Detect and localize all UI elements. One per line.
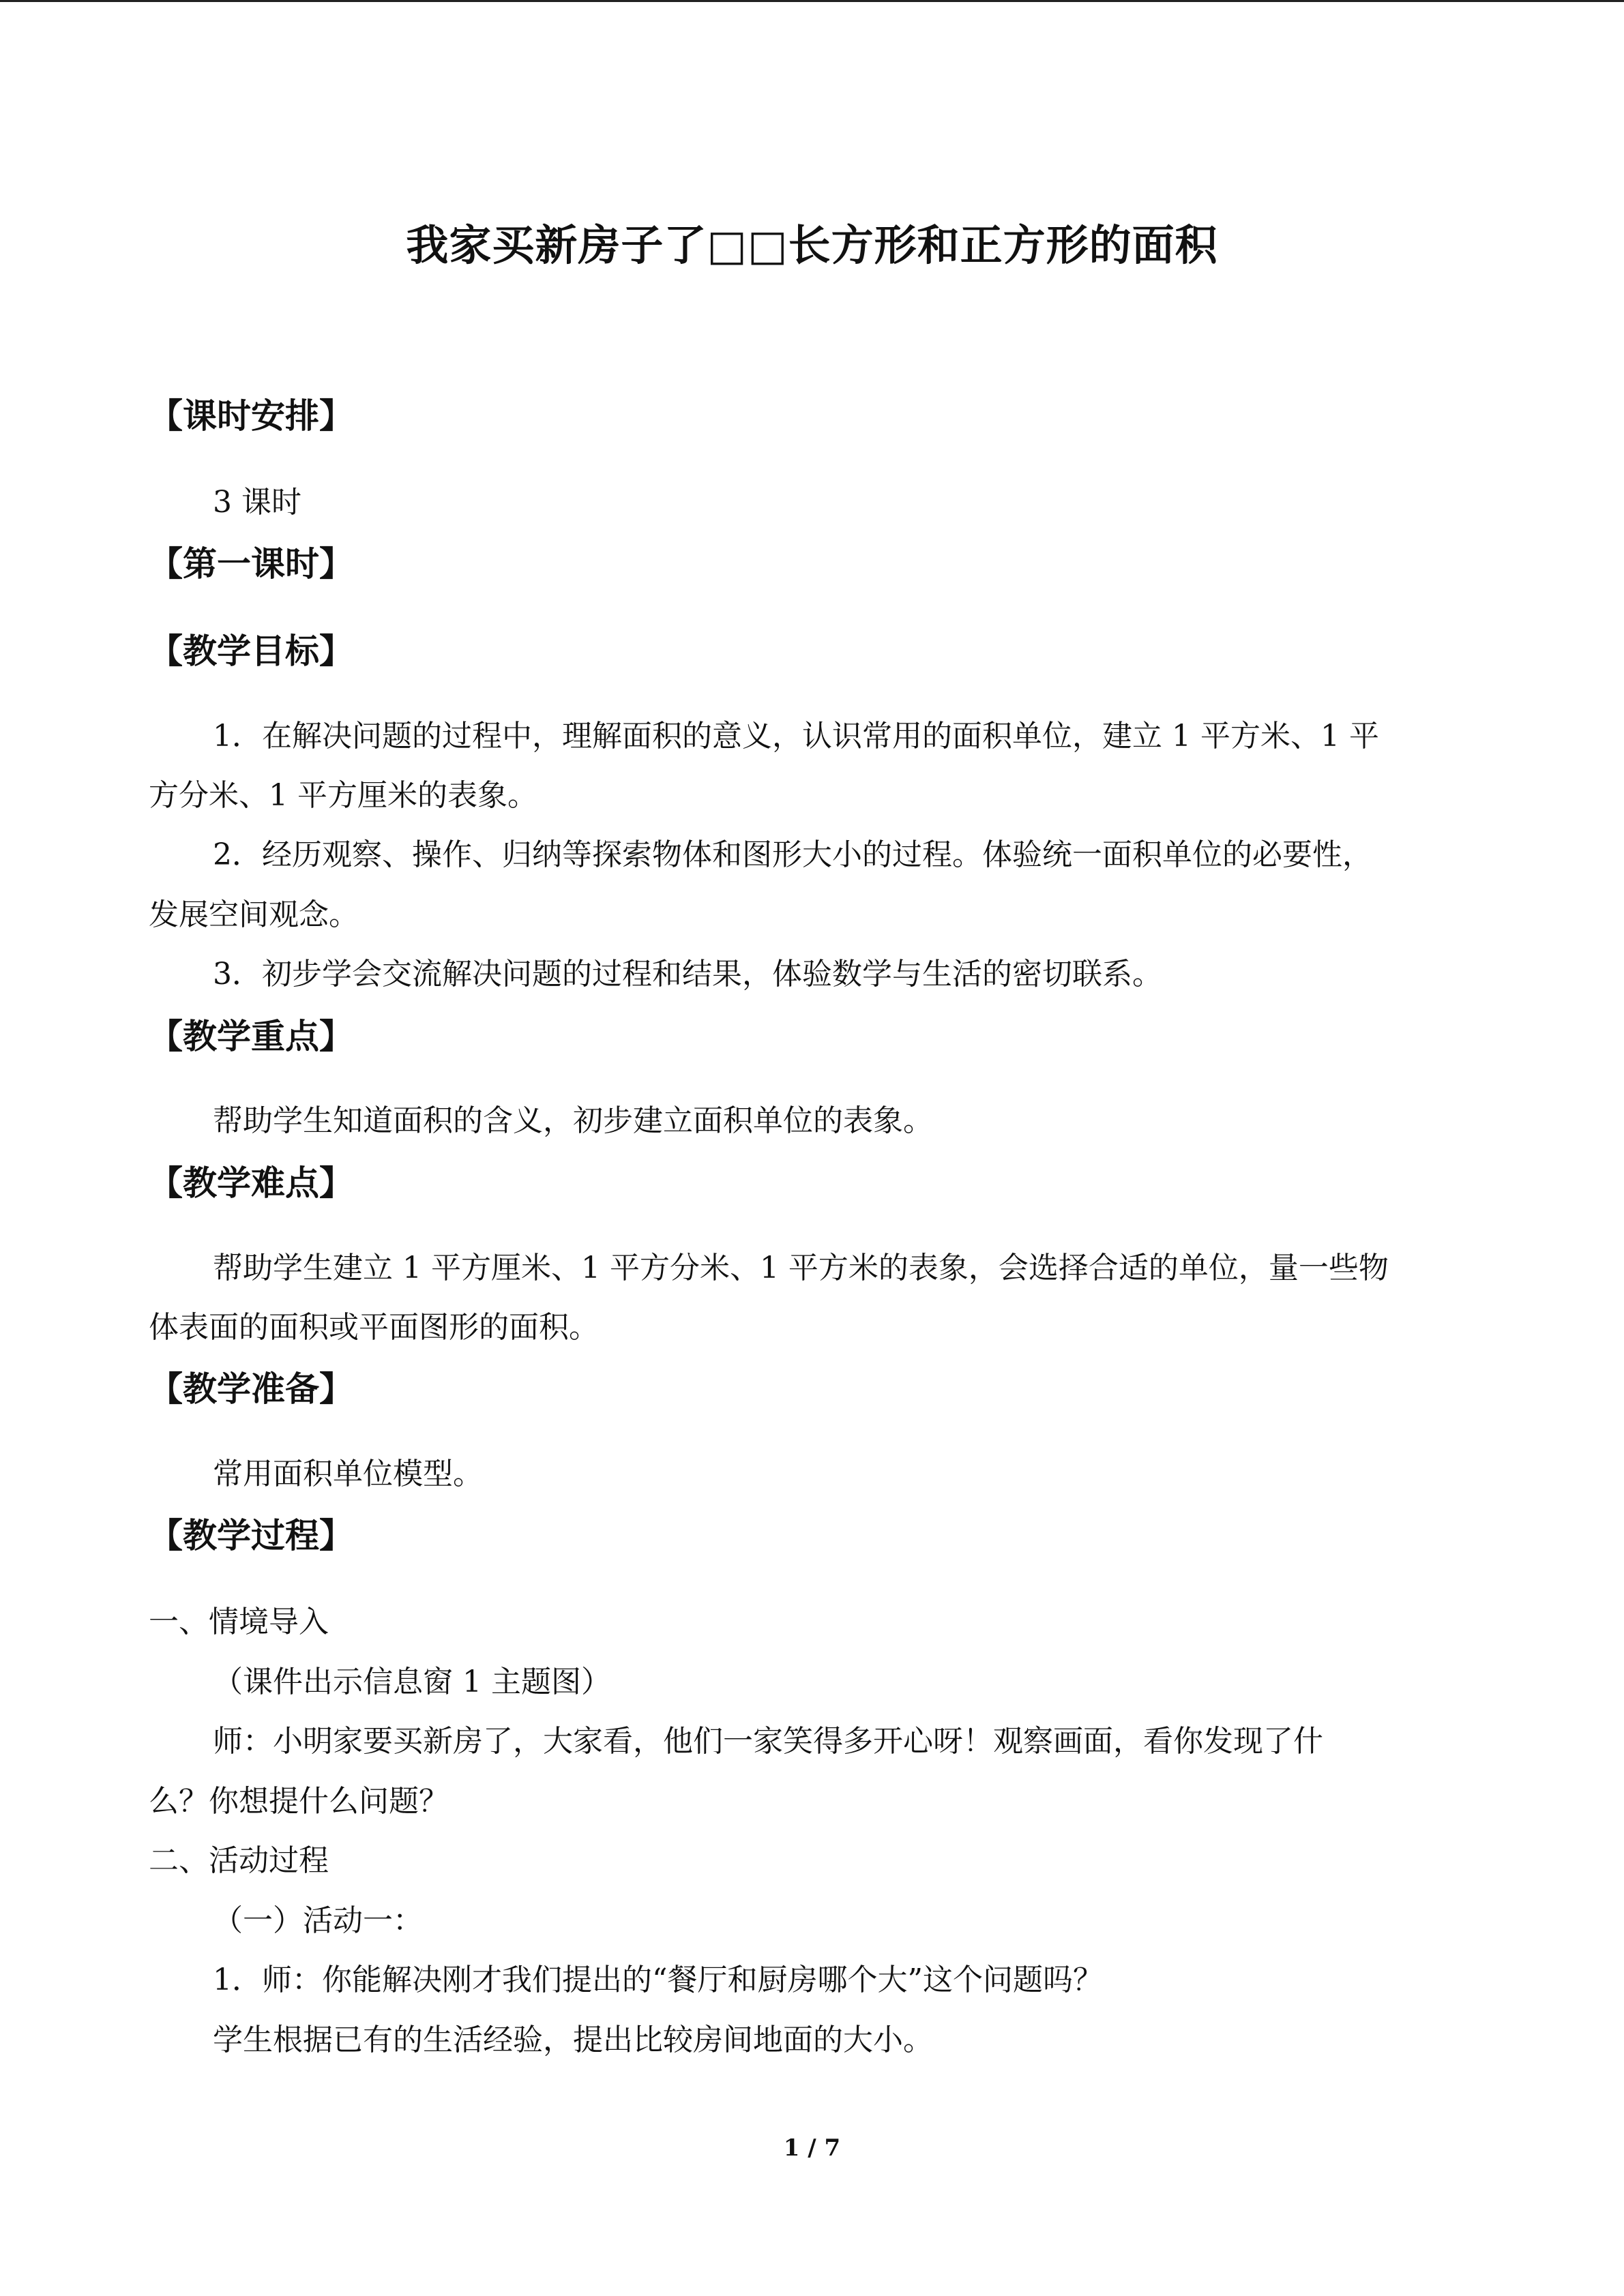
preparation-text: 常用面积单位模型。 [213,1457,483,1491]
process-line: 师：小明家要买新房了，大家看，他们一家笑得多开心呀！观察画面，看你发现了什 [213,1724,1323,1759]
difficulty-line: 帮助学生建立 1 平方厘米、1 平方分米、1 平方米的表象，会选择合适的单位，量一些物 [213,1251,1389,1285]
process-line: 学生根据已有的生活经验，提出比较房间地面的大小。 [213,2023,933,2057]
lesson-count-text: 3 课时 [213,485,301,520]
process-line: 二、活动过程 [149,1843,329,1878]
process-line: （课件出示信息窗 1 主题图） [213,1665,611,1699]
process-line: 么？你想提什么问题？ [149,1784,449,1819]
process-line: 一、情境导入 [149,1605,329,1639]
goal-line: 方分米、1 平方厘米的表象。 [149,778,537,813]
heading-teaching-preparation: 【教学准备】 [149,1369,353,1409]
heading-teaching-difficulty: 【教学难点】 [149,1163,353,1203]
goal-line: 2．经历观察、操作、归纳等探索物体和图形大小的过程。体验统一面积单位的必要性， [213,837,1372,872]
difficulty-line: 体表面的面积或平面图形的面积。 [149,1310,599,1345]
goal-line: 发展空间观念。 [149,897,359,932]
focus-text: 帮助学生知道面积的含义，初步建立面积单位的表象。 [213,1103,933,1138]
heading-lesson-schedule: 【课时安排】 [149,396,353,436]
heading-first-lesson: 【第一课时】 [149,544,353,584]
process-line: （一）活动一： [213,1903,423,1938]
heading-teaching-goals: 【教学目标】 [149,631,353,671]
goal-line: 3．初步学会交流解决问题的过程和结果，体验数学与生活的密切联系。 [213,957,1162,992]
heading-teaching-process: 【教学过程】 [149,1516,353,1555]
document-title: 我家买新房子了□□长方形和正方形的面积 [406,220,1218,270]
page-number: 1 / 7 [783,2134,841,2162]
heading-teaching-focus: 【教学重点】 [149,1017,353,1056]
goal-line: 1．在解决问题的过程中，理解面积的意义，认识常用的面积单位，建立 1 平方米、1 平 [213,719,1379,754]
process-line: 1．师：你能解决刚才我们提出的“餐厅和厨房哪个大”这个问题吗？ [213,1963,1103,1997]
